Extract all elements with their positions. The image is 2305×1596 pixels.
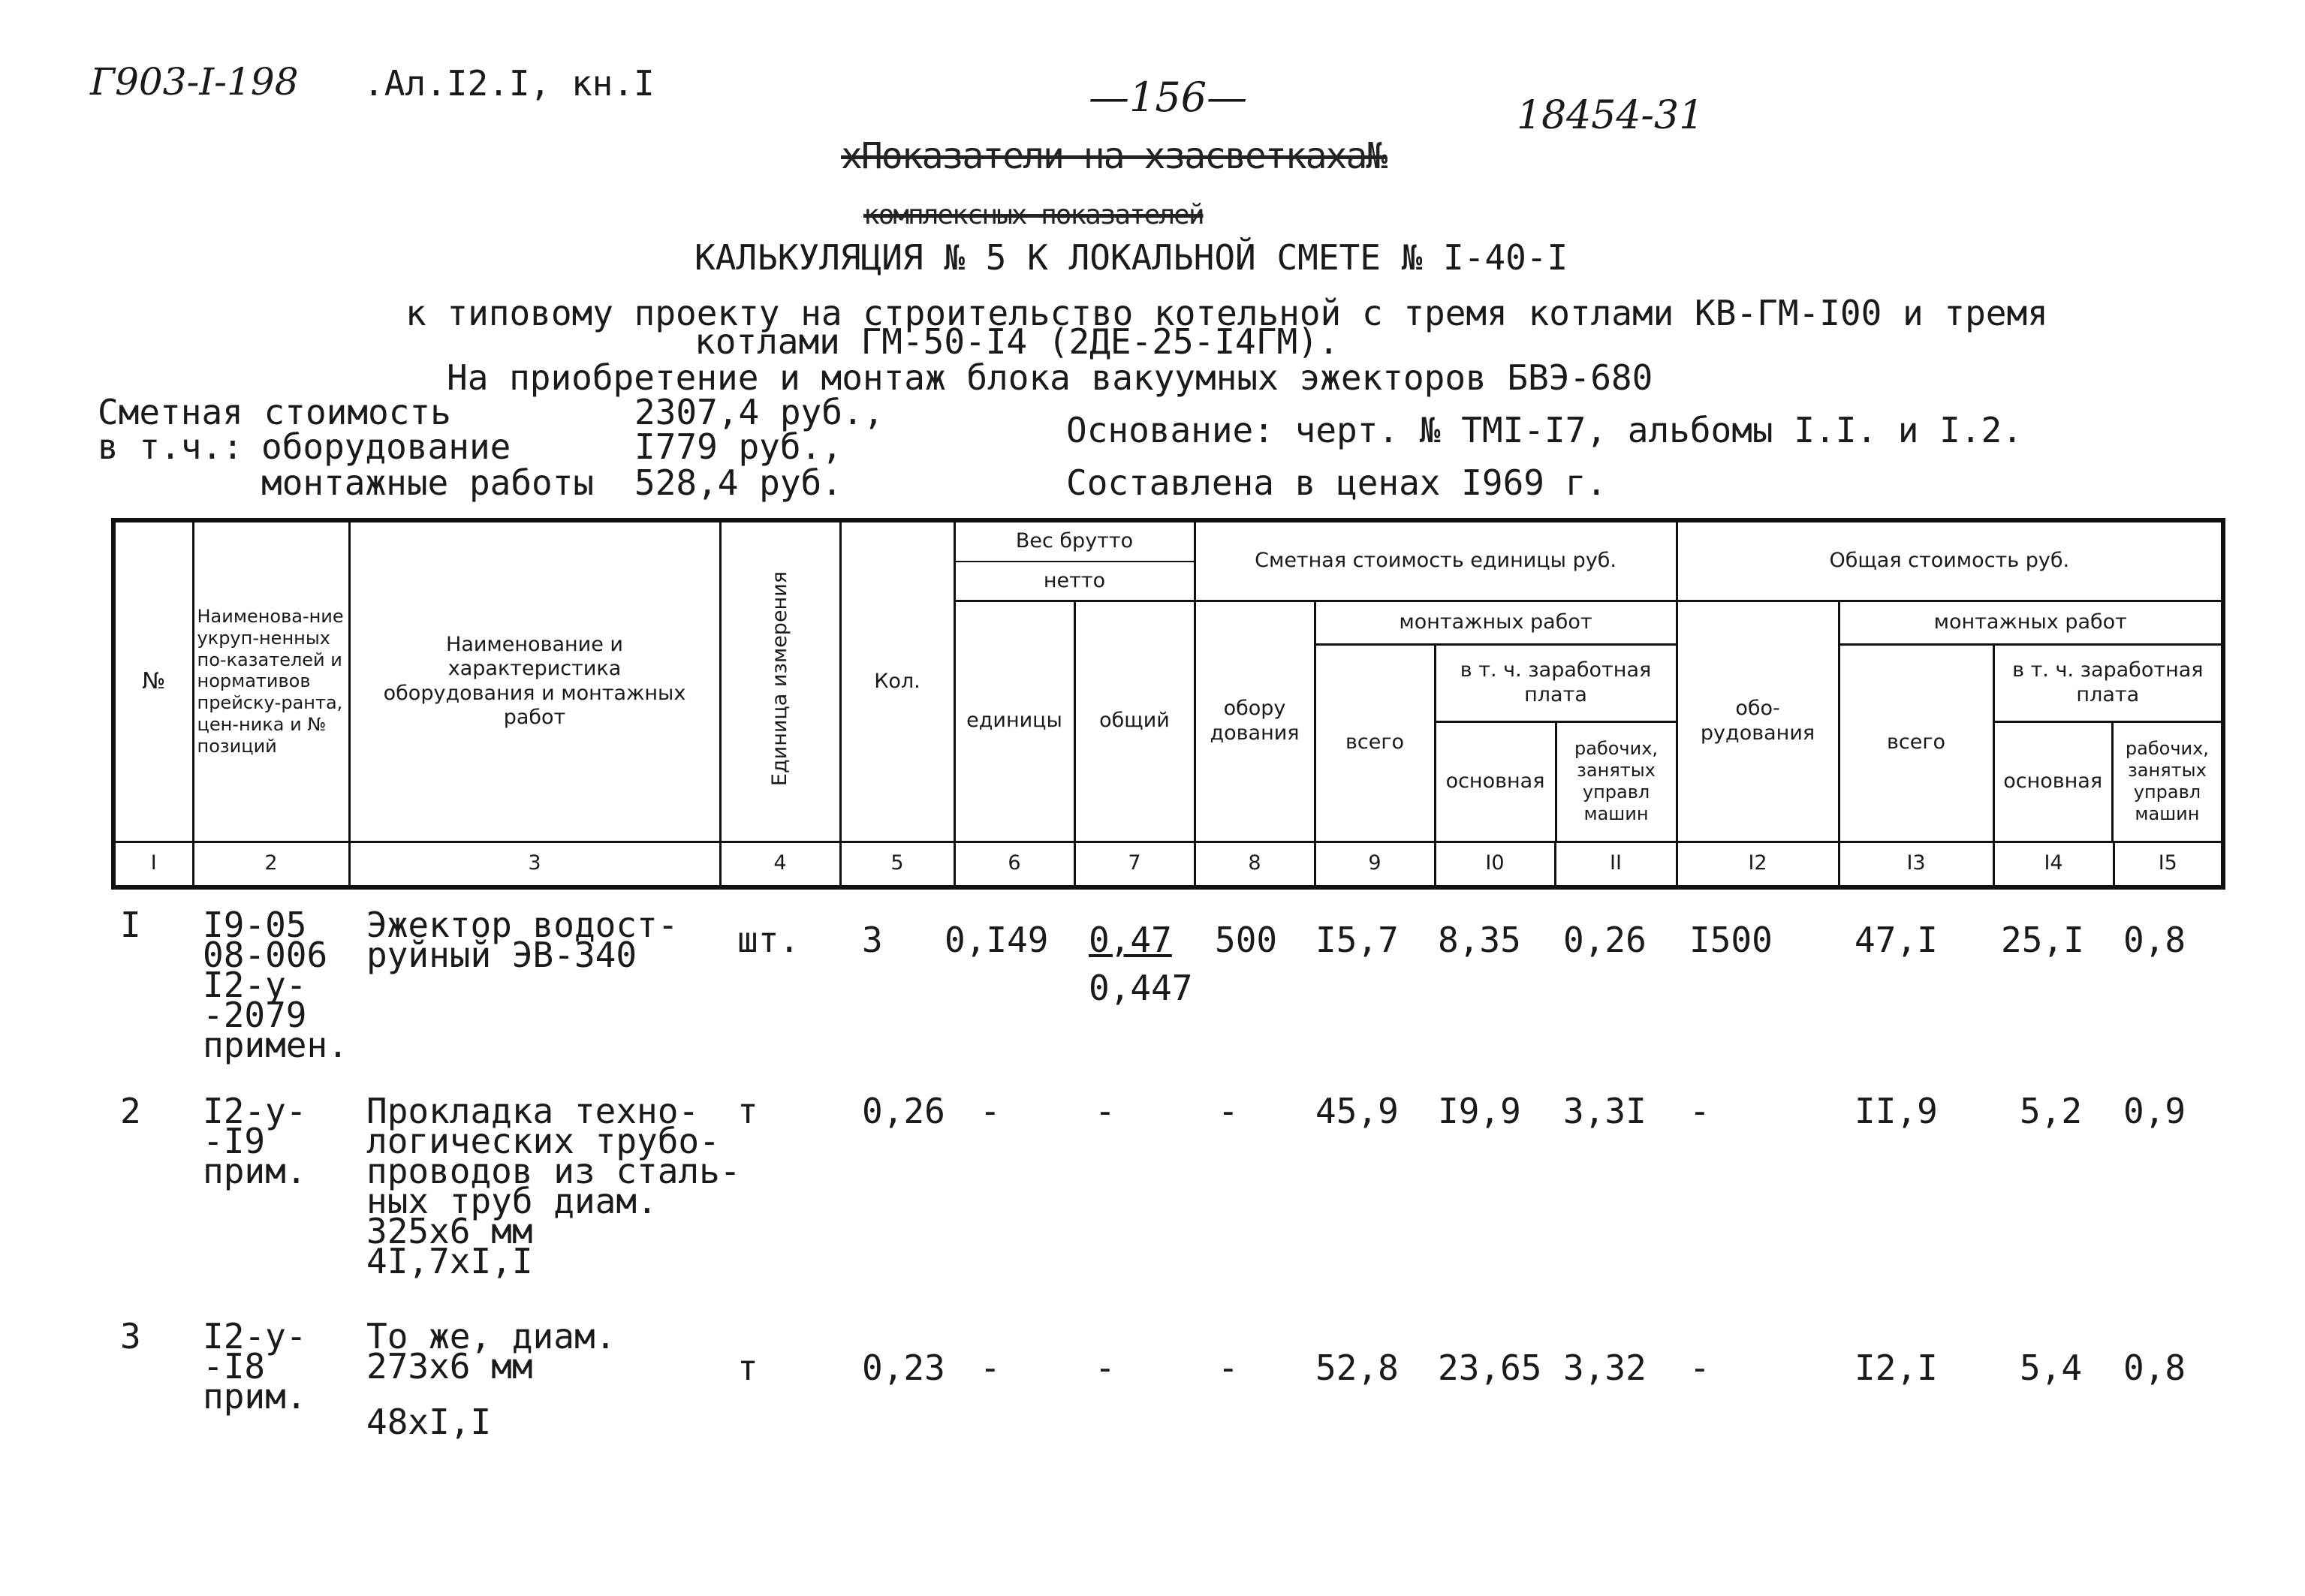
row-3-total-machine: 0,8: [2123, 1348, 2186, 1388]
col-header-weight: Вес брутто: [954, 520, 1195, 562]
col-header-unit-text: Единица измерения: [767, 571, 791, 786]
col-number: 2: [193, 842, 349, 887]
row-1-unit-machine: 0,26: [1563, 920, 1647, 960]
row-2-weight-total: -: [1095, 1091, 1116, 1131]
including-label: в т.ч.:: [98, 426, 243, 467]
col-header-total-cost: Общая стоимость руб.: [1677, 520, 2223, 601]
col-header-name: Наименование и характеристика оборудования и монтажных работ: [349, 520, 720, 842]
row-3-unit-wage: 23,65: [1438, 1348, 1542, 1388]
archive-number: 18454-31: [1517, 93, 1704, 138]
subtitle-line-1: к типовому проекту на строительство котельной с тремя котлами КВ-ГМ-I00 и тремя: [405, 293, 2048, 333]
row-3-qty: 0,23: [862, 1348, 945, 1388]
row-1-unit-equipment: 500: [1215, 920, 1278, 960]
row-3-unit-install: 52,8: [1315, 1348, 1399, 1388]
col-header-7: общий: [1074, 601, 1195, 842]
row-3-weight-total: -: [1095, 1348, 1116, 1388]
row-3-code: I2-у- -I8 прим.: [203, 1316, 307, 1417]
row-2-unit-machine: 3,3I: [1563, 1091, 1647, 1131]
equipment-label: оборудование: [261, 426, 511, 467]
row-2-unit-install: 45,9: [1315, 1091, 1399, 1131]
cost-value: 2307,4 руб.,: [634, 392, 884, 432]
struck-title-2: комплексных показателей: [863, 200, 1204, 230]
col-number: I2: [1677, 842, 1839, 887]
installation-value: 528,4 руб.: [634, 462, 842, 503]
col-header-8: обору дования: [1195, 601, 1315, 842]
album-reference: .Ал.I2.I, кн.I: [363, 63, 655, 104]
col-number: 9: [1315, 842, 1435, 887]
col-header-14: основная: [1995, 723, 2114, 841]
row-2-total-equipment: -: [1689, 1091, 1710, 1131]
row-2-weight-unit: -: [980, 1091, 1001, 1131]
row-3-name: То же, диам. 273х6 мм: [366, 1316, 616, 1387]
row-2-unit: т: [737, 1091, 758, 1131]
col-number: I4: [1993, 842, 2114, 887]
row-2-total-machine: 0,9: [2123, 1091, 2186, 1131]
row-2-total-install: II,9: [1855, 1091, 1938, 1131]
row-1-total-wage: 25,I: [2001, 920, 2084, 960]
col-number: 6: [954, 842, 1074, 887]
column-number-row: [113, 842, 2223, 887]
col-header-wage-group: [1435, 644, 1677, 842]
col-header-no: №: [113, 520, 193, 842]
col-header-unit-cost: Сметная стоимость единицы руб.: [1195, 520, 1677, 601]
col-header-9: всего: [1315, 644, 1435, 842]
row-2-name: Прокладка техно- логических трубо- проводов из сталь- ных труб диам. 325х6 мм 4I,7хI,I: [366, 1091, 741, 1281]
basis-text: Основание: черт. № ТМI-I7, альбомы I.I. и I.2.: [1066, 410, 2023, 450]
struck-title-1: хПоказатели на хзасветкаха№: [841, 135, 1387, 177]
col-number: I: [113, 842, 193, 887]
col-header-13: всего: [1839, 644, 1993, 842]
estimate-table-header: [111, 518, 2225, 890]
col-number: 5: [840, 842, 954, 887]
col-header-unit: [720, 520, 840, 842]
document-title: КАЛЬКУЛЯЦИЯ № 5 К ЛОКАЛЬНОЙ СМЕТЕ № I-40-I: [695, 237, 1568, 278]
row-3-unit-machine: 3,32: [1563, 1348, 1647, 1388]
row-3-total-equipment: -: [1689, 1348, 1710, 1388]
wage-group-label: в т. ч. заработная плата: [1436, 646, 1676, 723]
wage-group-label-2: в т. ч. заработная плата: [1995, 646, 2222, 723]
row-3-total-install: I2,I: [1855, 1348, 1938, 1388]
col-number: II: [1555, 842, 1677, 887]
col-number: 8: [1195, 842, 1315, 887]
col-number: 7: [1074, 842, 1195, 887]
col-header-6: единицы: [954, 601, 1074, 842]
row-1-total-machine: 0,8: [2123, 920, 2186, 960]
col-number: 3: [349, 842, 720, 887]
col-header-15: рабочих, занятых управл машин: [2125, 738, 2209, 824]
row-1-total-install: 47,I: [1855, 920, 1938, 960]
row-3-unit: т: [737, 1348, 758, 1388]
installation-label: монтажные работы: [261, 462, 595, 503]
row-3-no: 3: [120, 1316, 141, 1357]
row-1-unit: шт.: [737, 920, 800, 960]
row-2-total-wage: 5,2: [2020, 1091, 2083, 1131]
row-1-total-equipment: I500: [1689, 920, 1773, 960]
col-header-12: обо-рудования: [1677, 601, 1839, 842]
row-3-unit-equipment: -: [1218, 1348, 1239, 1388]
col-header-qty: Кол.: [840, 520, 954, 842]
prices-text: Составлена в ценах I969 г.: [1066, 462, 1607, 503]
col-header-install-works-2: монтажных работ: [1839, 601, 2223, 644]
row-2-no: 2: [120, 1091, 141, 1131]
equipment-value: I779 руб.,: [634, 426, 842, 467]
row-1-code: I9-05 08-006 I2-у- -2079 примен.: [203, 905, 348, 1065]
row-1-no: I: [120, 905, 141, 945]
col-header-code: Наименова-ние укруп-ненных по-казателей и нормативов прейску-ранта, цен-ника и № позиций: [193, 520, 349, 842]
row-3-total-wage: 5,4: [2020, 1348, 2083, 1388]
col-number: I0: [1435, 842, 1555, 887]
col-header-wage-group-2: [1993, 644, 2223, 842]
col-number: I5: [2114, 842, 2223, 887]
row-3-name-extra: 48хI,I: [366, 1402, 492, 1442]
row-1-weight-unit: 0,I49: [945, 920, 1049, 960]
subtitle-line-2: котлами ГМ-50-I4 (2ДЕ-25-I4ГМ).: [695, 321, 1339, 362]
row-2-qty: 0,26: [862, 1091, 945, 1131]
row-1-weight-total: 0,47: [1089, 920, 1172, 960]
document-code: Г903-I-198: [90, 60, 299, 104]
row-1-weight-net: 0,447: [1089, 968, 1193, 1008]
row-2-code: I2-у- -I9 прим.: [203, 1091, 307, 1191]
col-header-install-works: монтажных работ: [1315, 601, 1677, 644]
col-number: I3: [1839, 842, 1993, 887]
col-header-10: основная: [1436, 723, 1557, 841]
row-1-unit-wage: 8,35: [1438, 920, 1521, 960]
subtitle-line-3: На приобретение и монтаж блока вакуумных эжекторов БВЭ-680: [447, 357, 1653, 398]
col-header-11: рабочих, занятых управл машин: [1574, 738, 1659, 824]
row-1-name: Эжектор водост- руйный ЭВ-340: [366, 905, 679, 975]
page-number: —156—: [1089, 74, 1248, 121]
row-2-unit-wage: I9,9: [1438, 1091, 1521, 1131]
row-1-unit-install: I5,7: [1315, 920, 1399, 960]
row-1-qty: 3: [862, 920, 883, 960]
row-2-unit-equipment: -: [1218, 1091, 1239, 1131]
col-number: 4: [720, 842, 840, 887]
cost-label: Сметная стоимость: [98, 392, 451, 432]
col-header-weight-net: нетто: [954, 562, 1195, 601]
row-3-weight-unit: -: [980, 1348, 1001, 1388]
